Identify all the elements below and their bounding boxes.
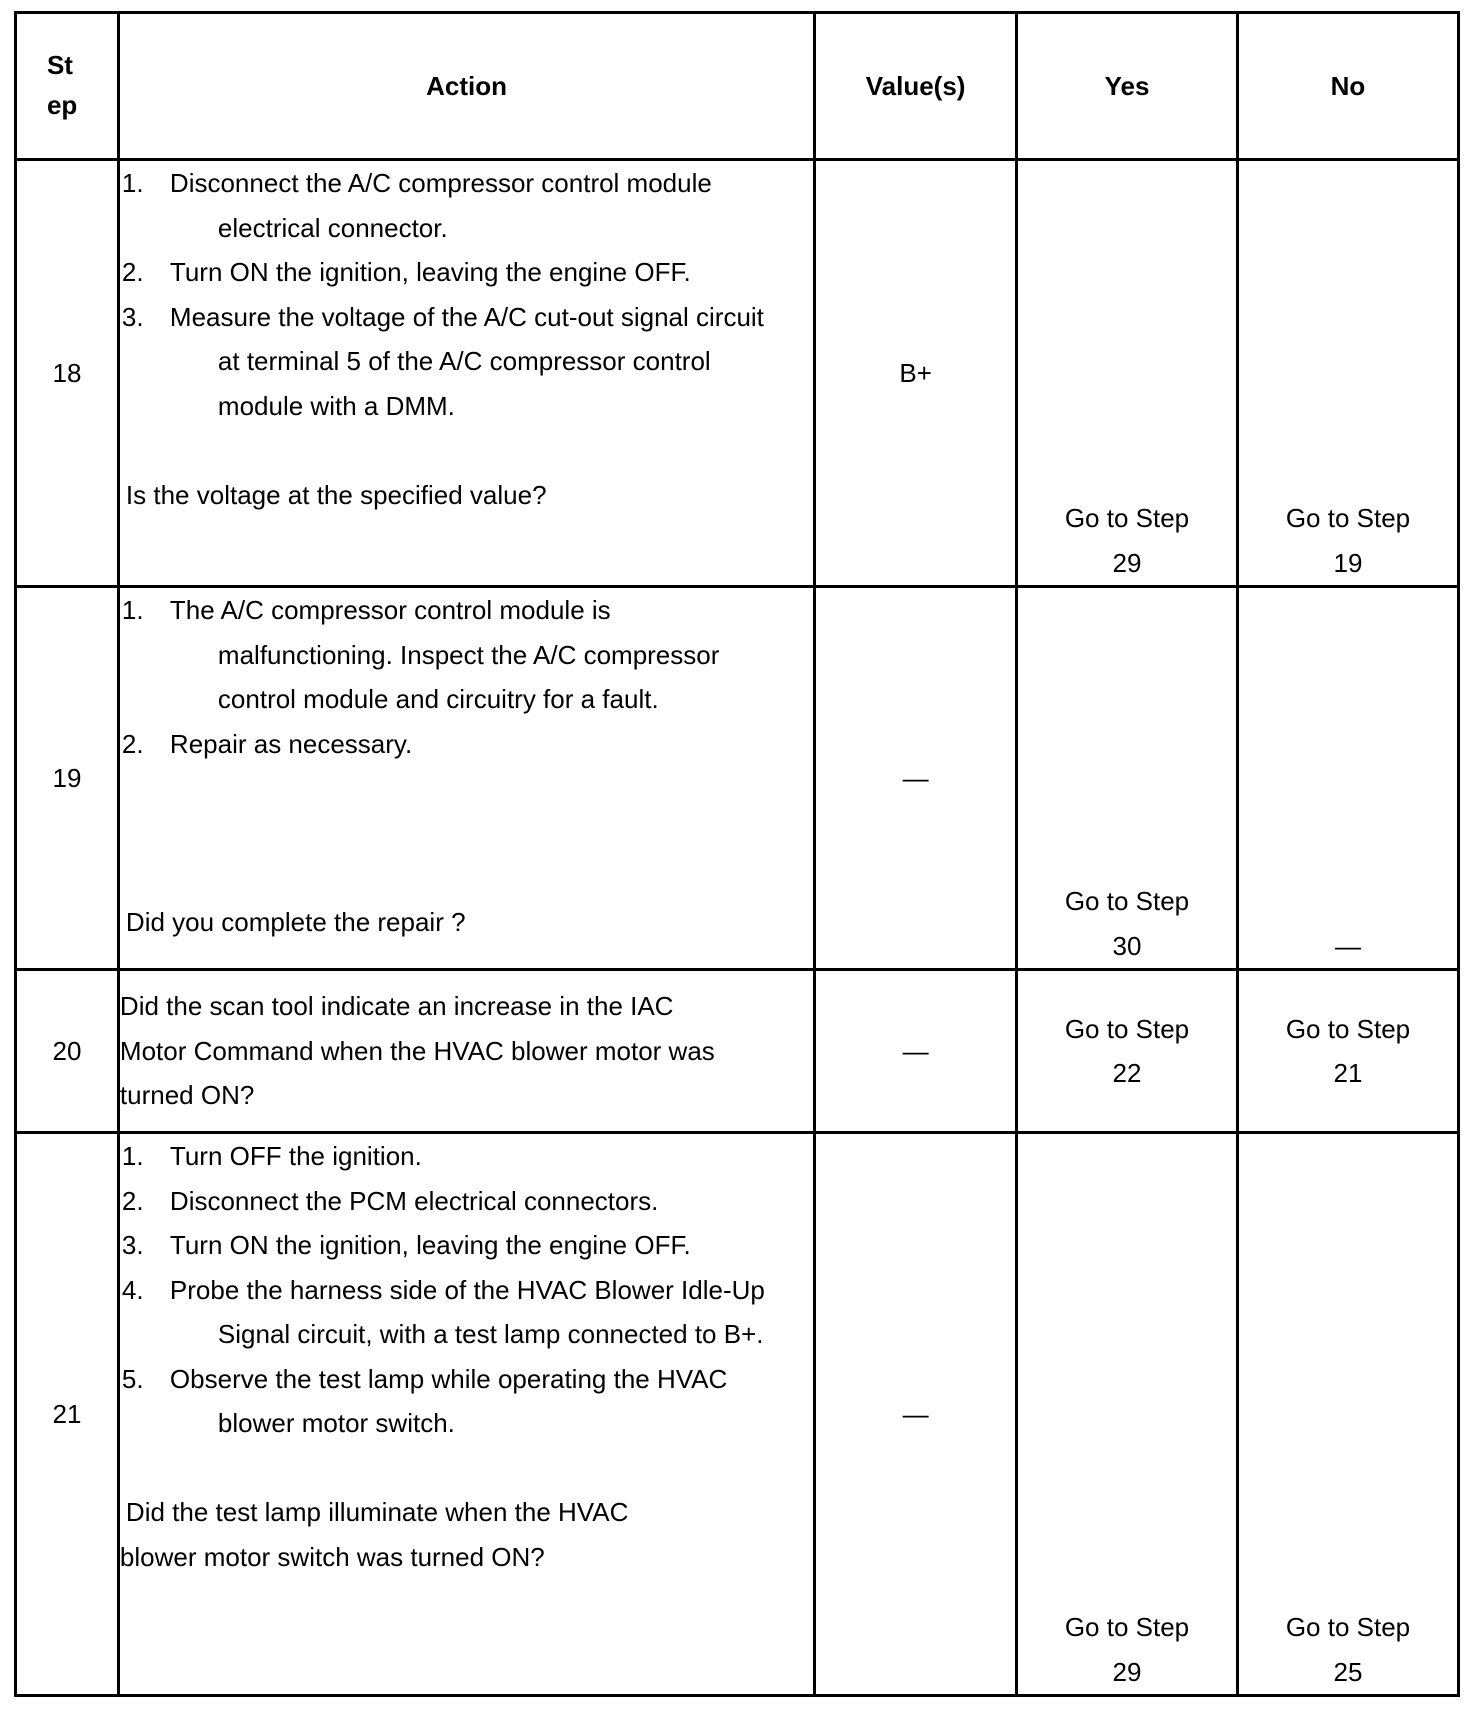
no-cell bbox=[1237, 970, 1458, 1133]
header-action: Action bbox=[118, 13, 814, 160]
yes-goto: Go to Step 29 bbox=[1064, 1612, 1190, 1687]
action-text: Turn OFF the ignition. bbox=[169, 1141, 422, 1171]
yes-cell bbox=[1017, 970, 1238, 1133]
action-item: 3. Measure the voltage of the A/C cut-out signal circuit at terminal 5 of the A/C compressor control module with a DMM. bbox=[120, 295, 813, 429]
yes-cell bbox=[1017, 160, 1238, 587]
action-text: Measure the voltage of the A/C cut-out signal circuit at terminal 5 of the A/C compressor control module with a DMM. bbox=[169, 301, 764, 421]
question-text: Is the voltage at the specified value? bbox=[125, 479, 547, 510]
action-cell bbox=[118, 1133, 814, 1696]
no-cell bbox=[1237, 160, 1458, 587]
header-step: St ep bbox=[16, 13, 119, 160]
action-item: 4. Probe the harness side of the HVAC Blower Idle-Up Signal circuit, with a test lamp connected to B+. bbox=[120, 1268, 813, 1357]
step-number: 18 bbox=[16, 160, 119, 587]
header-yes: Yes bbox=[1017, 13, 1238, 160]
action-cell bbox=[118, 587, 814, 970]
action-text: Turn ON the ignition, leaving the engine OFF. bbox=[169, 257, 691, 287]
action-text: Turn ON the ignition, leaving the engine OFF. bbox=[169, 1230, 691, 1260]
action-text: The A/C compressor control module is malfunctioning. Inspect the A/C compressor control module and circuitry for a fault. bbox=[169, 595, 720, 714]
value-cell: — bbox=[815, 1133, 1017, 1696]
yes-goto: Go to Step 29 bbox=[1064, 503, 1190, 578]
question-text: Did you complete the repair ? bbox=[125, 906, 466, 937]
action-item: 1. The A/C compressor control module is malfunctioning. Inspect the A/C compressor control module and circuitry for a fault. bbox=[120, 588, 813, 722]
header-values: Value(s) bbox=[815, 13, 1017, 160]
yes-goto: Go to Step 22 bbox=[1064, 1013, 1190, 1088]
step-number: 21 bbox=[16, 1133, 119, 1696]
no-goto: Go to Step 21 bbox=[1285, 1013, 1411, 1088]
action-item: 5. Observe the test lamp while operating the HVAC blower motor switch. bbox=[120, 1357, 813, 1446]
step-number: 19 bbox=[16, 587, 119, 970]
yes-cell bbox=[1017, 1133, 1238, 1696]
action-item: 2. Repair as necessary. bbox=[120, 722, 813, 767]
question-text: Did the scan tool indicate an increase in the IAC Motor Command when the HVAC blower motor was turned ON? bbox=[119, 991, 715, 1111]
action-text: Disconnect the PCM electrical connectors. bbox=[169, 1185, 659, 1216]
action-cell bbox=[118, 970, 814, 1133]
table-row bbox=[16, 160, 1459, 587]
action-item: 2. Turn ON the ignition, leaving the engine OFF. bbox=[120, 250, 813, 295]
table-row bbox=[16, 587, 1459, 970]
no-goto: Go to Step 25 bbox=[1285, 1612, 1411, 1687]
action-item: 1. Disconnect the A/C compressor control module electrical connector. bbox=[120, 161, 813, 250]
action-text: Probe the harness side of the HVAC Blower Idle-Up Signal circuit, with a test lamp connected to B+. bbox=[169, 1274, 765, 1349]
yes-cell bbox=[1017, 587, 1238, 970]
yes-goto: Go to Step 30 bbox=[1064, 886, 1190, 961]
action-item: 1. Turn OFF the ignition. bbox=[120, 1134, 813, 1179]
action-item: 3. Turn ON the ignition, leaving the engine OFF. bbox=[120, 1223, 813, 1268]
no-cell bbox=[1237, 1133, 1458, 1696]
no-cell bbox=[1237, 587, 1458, 970]
value-cell: — bbox=[815, 970, 1017, 1133]
value-cell: B+ bbox=[815, 160, 1017, 587]
diagnostic-table bbox=[14, 11, 1460, 1697]
action-cell bbox=[118, 160, 814, 587]
no-goto: — bbox=[1334, 930, 1361, 961]
table-row bbox=[16, 1133, 1459, 1696]
no-goto: Go to Step 19 bbox=[1285, 503, 1411, 578]
action-text: Disconnect the A/C compressor control module electrical connector. bbox=[169, 168, 712, 243]
value-cell: — bbox=[815, 587, 1017, 970]
action-item: 2. Disconnect the PCM electrical connectors. bbox=[120, 1179, 813, 1224]
header-no: No bbox=[1237, 13, 1458, 160]
step-number: 20 bbox=[16, 970, 119, 1133]
action-text: Repair as necessary. bbox=[169, 728, 413, 759]
question-text: Did the test lamp illuminate when the HVAC blower motor switch was turned ON? bbox=[119, 1497, 629, 1572]
table-row bbox=[16, 970, 1459, 1133]
action-text: Observe the test lamp while operating the HVAC blower motor switch. bbox=[169, 1363, 728, 1438]
header-row bbox=[16, 13, 1459, 160]
